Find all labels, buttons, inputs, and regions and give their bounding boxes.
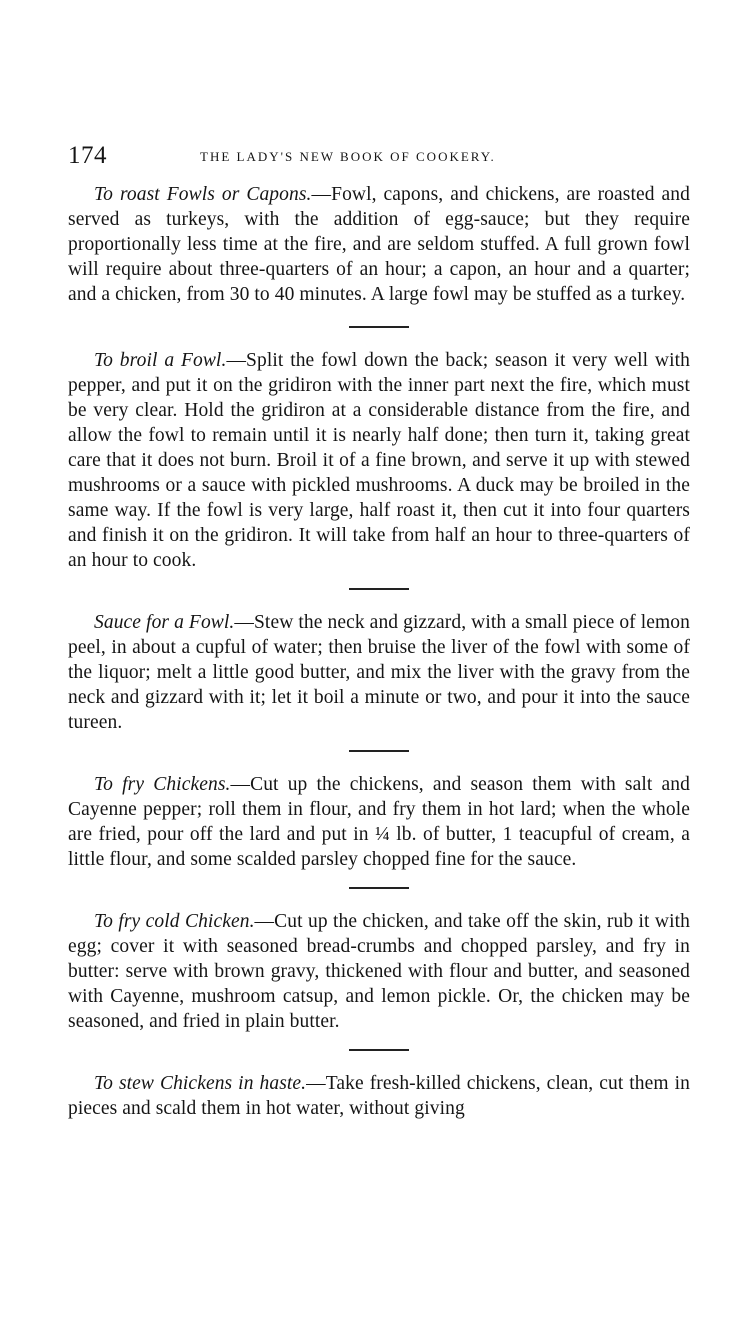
recipe-title: To fry cold Chicken.	[94, 911, 255, 932]
recipe-text: —Take fresh-killed chickens, clean, cut them in pieces and scald them in hot water, without giving	[68, 1073, 690, 1119]
running-head	[68, 141, 690, 171]
page-body	[68, 182, 690, 1121]
recipe-text: —Fowl, capons, and chickens, are roasted and served as turkeys, with the addition of egg-sauce; but they require proportionally less time at the fire, and are seldom stuffed. A full grown fowl will require about three-quarters of an hour; a capon, an hour and a quarter; and a chicken, from 30 to 40 minutes. A large fowl may be stuffed as a turkey.	[68, 184, 690, 305]
section-divider	[349, 1049, 409, 1051]
recipe-fry-cold-chicken	[68, 909, 690, 1034]
section-divider	[349, 750, 409, 752]
recipe-text: —Cut up the chickens, and season them with salt and Cayenne pepper; roll them in flour, and fry them in hot lard; when the whole are fried, pour off the lard and put in ¼ lb. of butter, 1 teacupful of cream, a little flour, and some scalded parsley chopped fine for the sauce.	[68, 774, 690, 870]
section-divider	[349, 887, 409, 889]
recipe-title: To stew Chickens in haste.	[94, 1073, 307, 1094]
recipe-sauce-for-fowl	[68, 610, 690, 735]
recipe-text: —Split the fowl down the back; season it very well with pepper, and put it on the gridiron with the inner part next the fire, which must be very clear. Hold the gridiron at a considerable distance from the fire, and allow the fowl to remain until it is nearly half done; then turn it, taking great care that it does not burn. Broil it of a fine brown, and serve it up with stewed mushrooms or a sauce with pickled mushrooms. A duck may be broiled in the same way. If the fowl is very large, half roast it, then cut it into four quarters and finish it on the gridiron. It will take from half an hour to three-quarters of an hour to cook.	[68, 350, 690, 571]
section-divider	[349, 588, 409, 590]
recipe-fry-chickens	[68, 772, 690, 872]
recipe-title: To fry Chickens.	[94, 774, 231, 795]
recipe-text: —Cut up the chicken, and take off the skin, rub it with egg; cover it with seasoned bread-crumbs and chopped parsley, and fry in butter: serve with brown gravy, thickened with flour and butter, and seasoned with Cayenne, mushroom catsup, and lemon pickle. Or, the chicken may be seasoned, and fried in plain butter.	[68, 911, 690, 1032]
running-title: THE LADY'S NEW BOOK OF COOKERY.	[200, 149, 496, 164]
section-divider	[349, 326, 409, 328]
recipe-broil-fowl	[68, 348, 690, 573]
recipe-text: —Stew the neck and gizzard, with a small piece of lemon peel, in about a cupful of water; then bruise the liver of the fowl with some of the liquor; melt a little good butter, and mix the liver with the gravy from the neck and gizzard with it; let it boil a minute or two, and pour it into the sauce tureen.	[68, 612, 690, 733]
page-number: 174	[68, 142, 107, 169]
recipe-roast-fowls	[68, 182, 690, 307]
recipe-title: Sauce for a Fowl.	[94, 612, 235, 633]
recipe-title: To broil a Fowl.	[94, 350, 227, 371]
recipe-title: To roast Fowls or Capons.	[94, 184, 312, 205]
recipe-stew-chickens	[68, 1071, 690, 1121]
